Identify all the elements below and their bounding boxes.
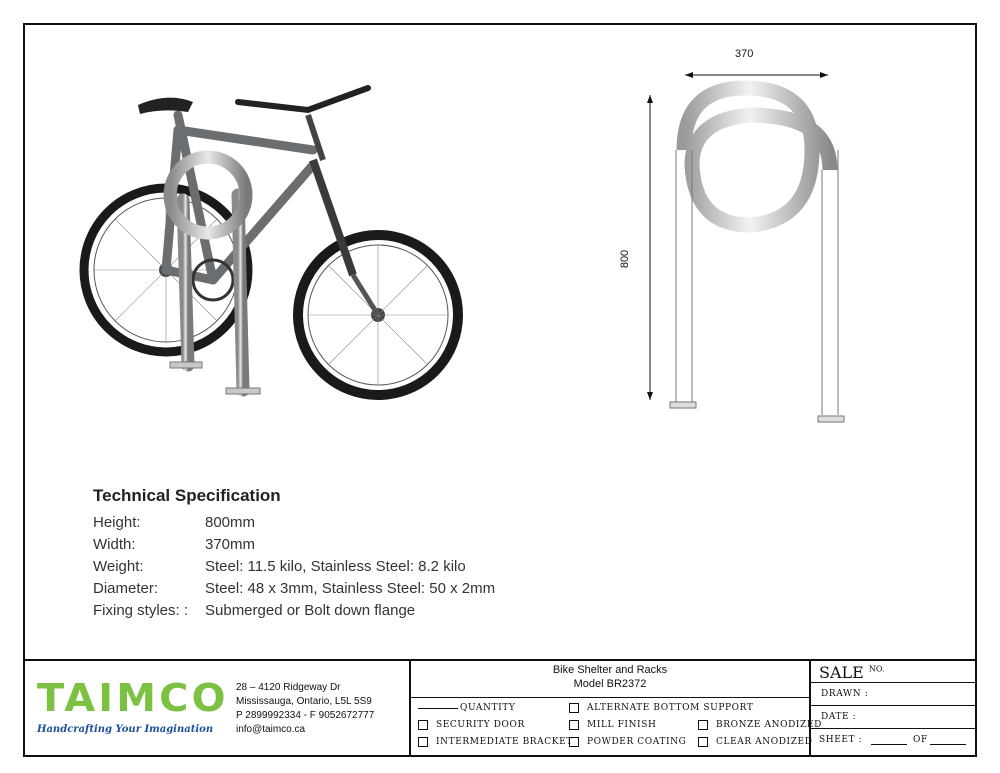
phone-fax: P 2899992334 - F 9052672777 — [236, 710, 375, 721]
option-bronze-anodized[interactable] — [698, 720, 822, 730]
divider — [811, 682, 977, 683]
spec-label: Width: — [93, 536, 136, 553]
quantity-field[interactable] — [418, 703, 515, 713]
option-powder-coating[interactable] — [569, 737, 686, 747]
option-label: BRONZE ANODIZED — [716, 720, 822, 730]
spec-value: 800mm — [205, 514, 256, 531]
spec-value: Submerged or Bolt down flange — [205, 602, 416, 619]
option-label: CLEAR ANODIZED — [716, 737, 813, 747]
spec-row-weight — [93, 556, 613, 578]
logo-tagline: Handcrafting Your Imagination — [37, 724, 214, 735]
option-label: SECURITY DOOR — [436, 720, 525, 730]
divider — [811, 705, 977, 706]
of-label: OF — [913, 735, 928, 745]
address-line-2: Mississauga, Ontario, L5L 5S9 — [236, 696, 372, 707]
address-line-1: 28 – 4120 Ridgeway Dr — [236, 682, 341, 693]
spec-title: Technical Specification — [93, 486, 281, 505]
rack-drawing-svg — [600, 40, 860, 440]
spec-label: Diameter: — [93, 580, 159, 597]
rack-technical-drawing — [600, 40, 860, 440]
divider — [411, 697, 809, 698]
quantity-label: QUANTITY — [460, 703, 516, 713]
spec-row-height — [93, 512, 613, 534]
option-label: ALTERNATE BOTTOM SUPPORT — [587, 703, 754, 713]
checkbox[interactable] — [698, 737, 708, 747]
spec-row-width — [93, 534, 613, 556]
sheet-blank[interactable] — [871, 744, 907, 745]
spec-value: Steel: 48 x 3mm, Stainless Steel: 50 x 2mm — [205, 580, 496, 597]
divider — [811, 728, 977, 729]
sale-no-label: NO. — [868, 664, 885, 674]
bike-photo — [78, 70, 463, 430]
checkbox[interactable] — [569, 720, 579, 730]
checkbox[interactable] — [418, 720, 428, 730]
option-security-door[interactable] — [418, 720, 525, 730]
option-mill-finish[interactable] — [569, 720, 656, 730]
logo-wordmark: TAIMCO — [37, 676, 229, 720]
drawn-label: DRAWN : — [821, 689, 869, 699]
product-title — [411, 663, 809, 691]
spec-label: Height: — [93, 514, 141, 531]
spec-label: Fixing styles: : — [93, 602, 189, 619]
checkbox[interactable] — [418, 737, 428, 747]
spec-row-fixing — [93, 600, 613, 622]
spec-value: 370mm — [205, 536, 256, 553]
sale-number — [819, 663, 885, 682]
dimension-height-label: 800 — [619, 249, 632, 269]
option-intermediate-bracket[interactable] — [418, 737, 573, 747]
checkbox[interactable] — [569, 703, 579, 713]
spec-value: Steel: 11.5 kilo, Stainless Steel: 8.2 kilo — [205, 558, 466, 575]
technical-specification — [93, 486, 613, 622]
spec-label: Weight: — [93, 558, 144, 575]
spec-row-diameter — [93, 578, 613, 600]
taimco-logo — [37, 678, 227, 740]
company-address — [236, 681, 374, 737]
sheet-label: SHEET : — [819, 735, 863, 745]
date-label: DATE : — [821, 712, 857, 722]
option-label: POWDER COATING — [587, 737, 687, 747]
product-name: Bike Shelter and Racks — [552, 664, 668, 676]
email: info@taimco.ca — [236, 724, 306, 735]
checkbox[interactable] — [698, 720, 708, 730]
model-number: Model BR2372 — [573, 678, 647, 690]
option-label: MILL FINISH — [587, 720, 657, 730]
dimension-width-label: 370 — [735, 48, 754, 60]
option-clear-anodized[interactable] — [698, 737, 813, 747]
quantity-blank — [418, 708, 458, 709]
option-label: INTERMEDIATE BRACKET — [436, 737, 573, 747]
checkbox[interactable] — [569, 737, 579, 747]
option-alternate-bottom-support[interactable] — [569, 703, 753, 713]
of-blank[interactable] — [930, 744, 966, 745]
sale-label: SALE — [819, 663, 864, 682]
